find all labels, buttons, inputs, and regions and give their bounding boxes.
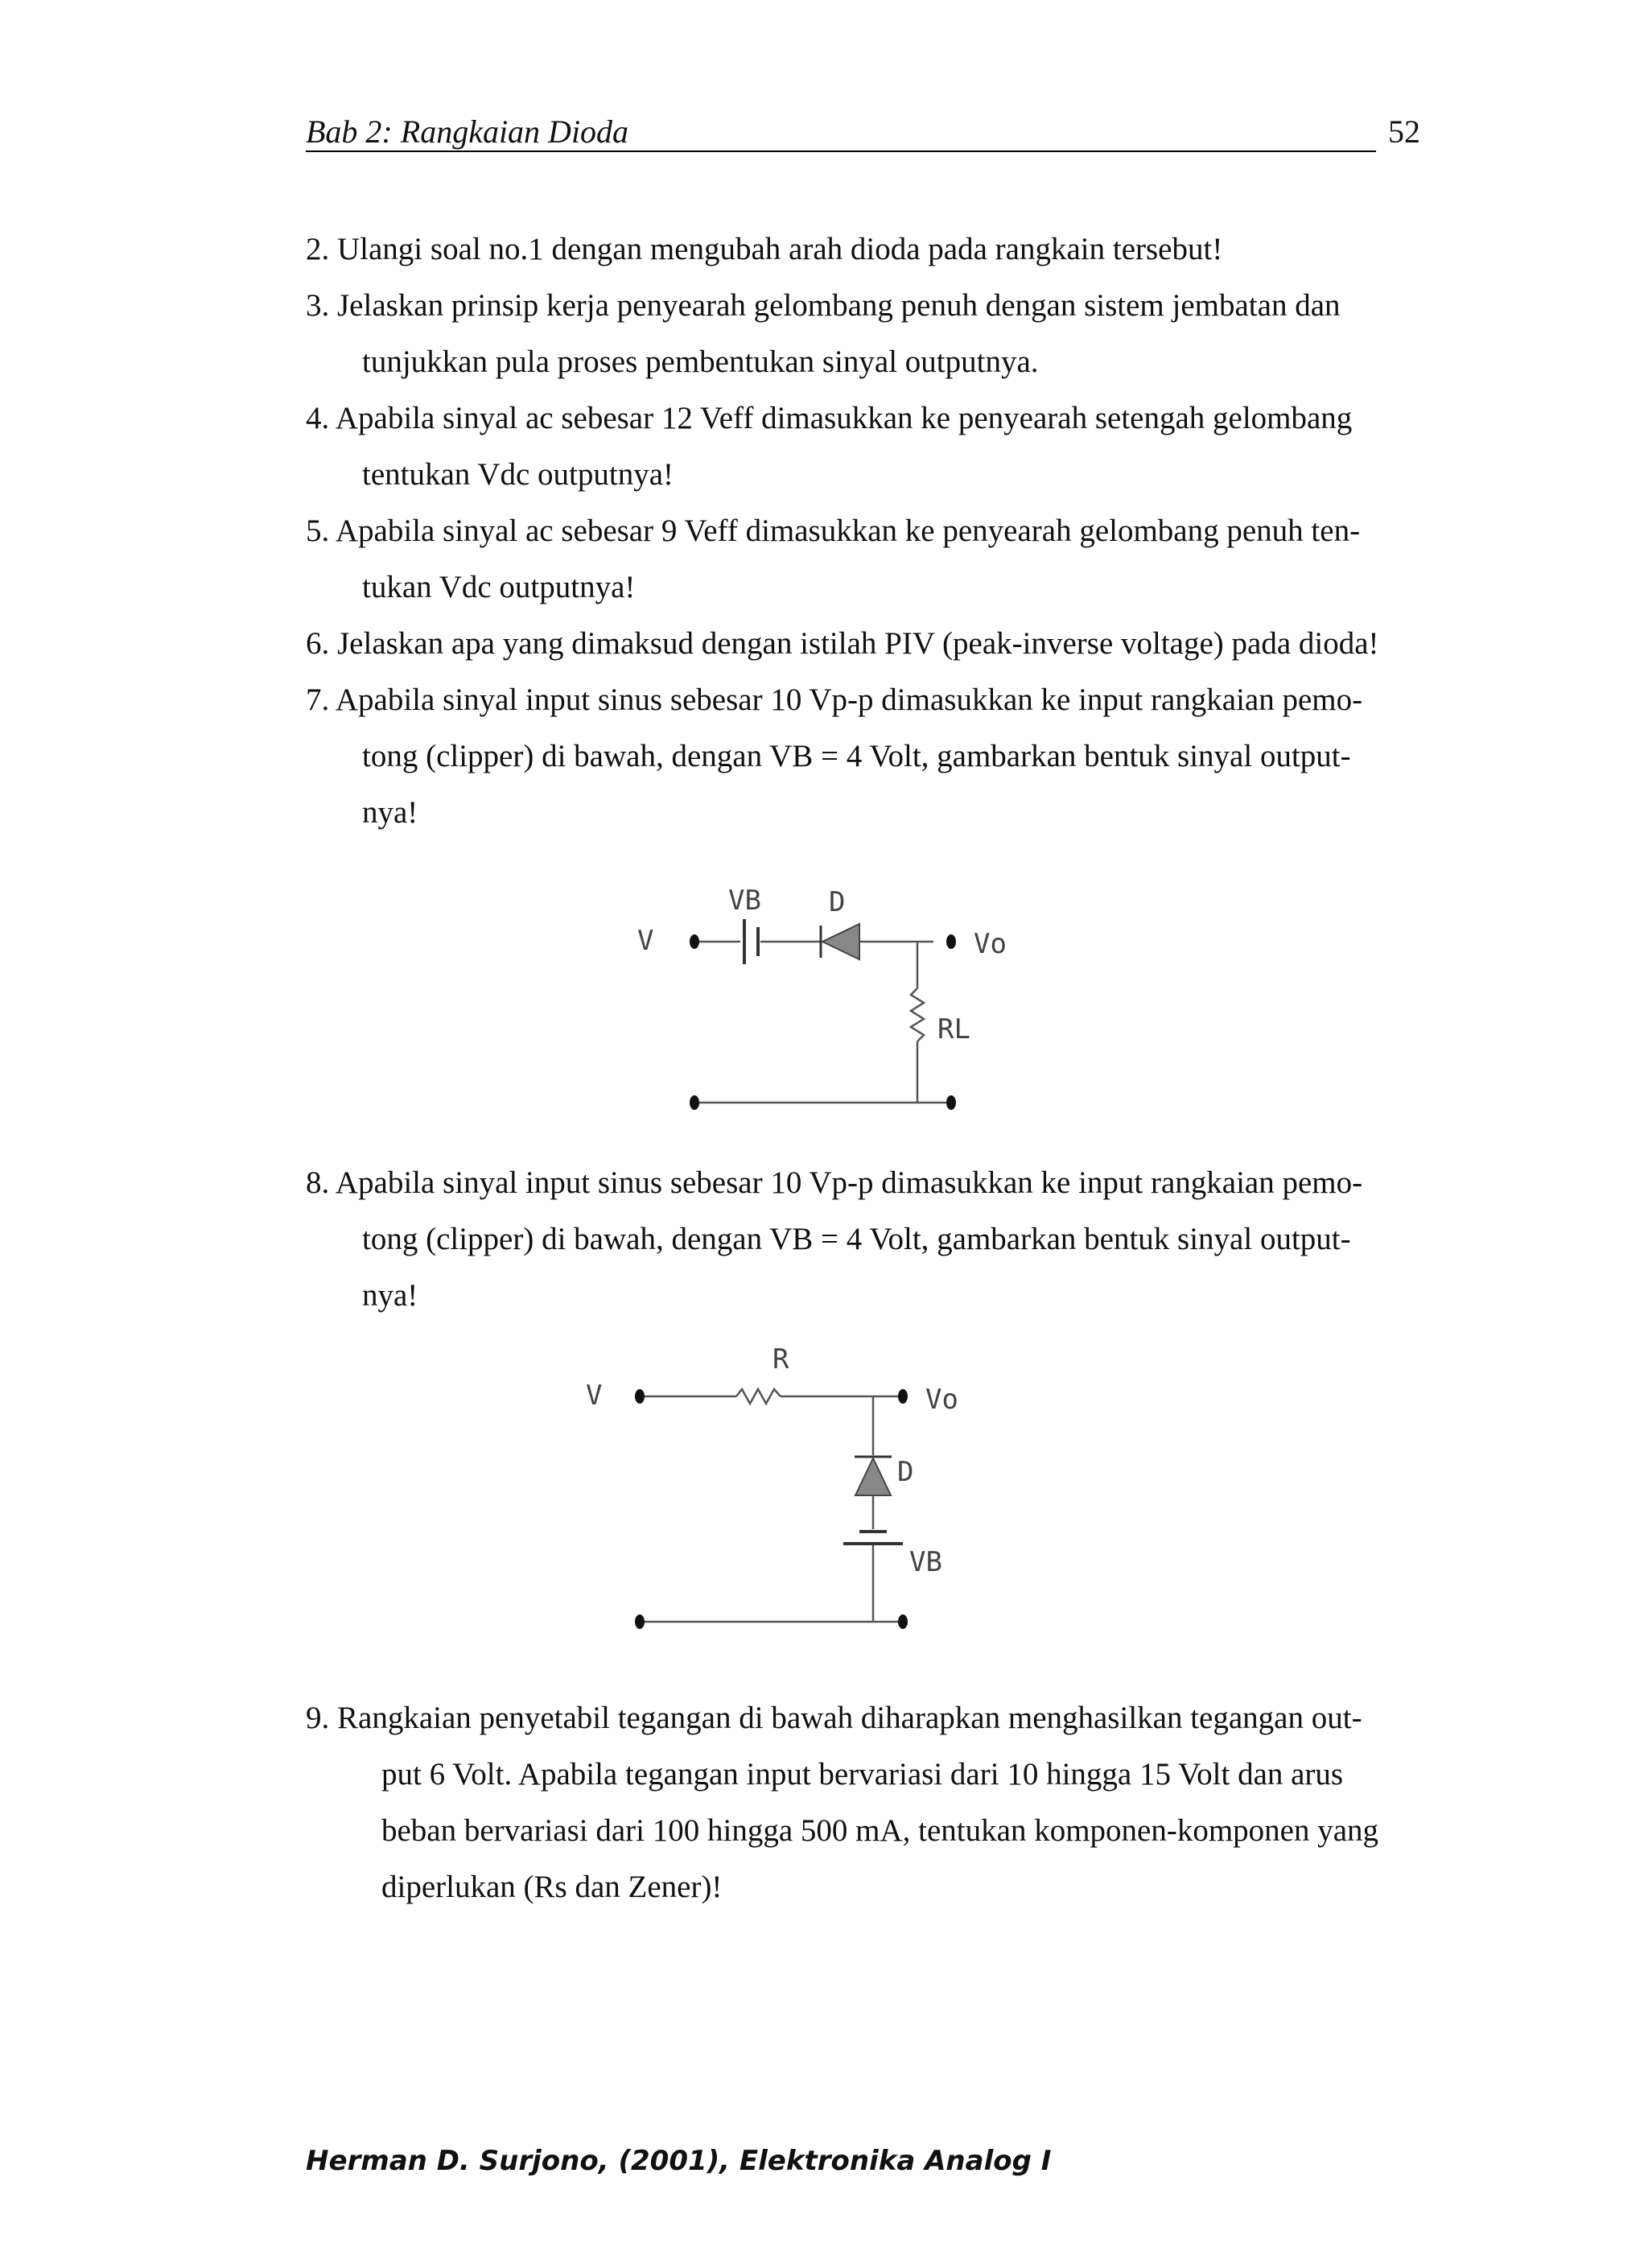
question-3	[306, 278, 1341, 390]
diode-d-icon	[822, 924, 859, 959]
question-5-line-2: tukan Vdc outputnya!	[362, 570, 636, 604]
question-8-line-2: tong (clipper) di bawah, dengan VB = 4 Volt, gambarkan bentuk sinyal output-	[362, 1222, 1351, 1256]
question-6	[306, 616, 1379, 672]
page-number: 52	[1388, 113, 1420, 150]
diode-d-icon	[855, 1458, 891, 1495]
terminal-ground-right	[898, 1614, 908, 1629]
terminal-v-input	[635, 1389, 645, 1404]
terminal-vo-output	[898, 1389, 908, 1404]
parallel-clipper-circuit	[563, 1336, 1014, 1642]
label-vb: VB	[728, 885, 761, 917]
question-3-line-1: 3. Jelaskan prinsip kerja penyearah gelombang penuh dengan sistem jembatan dan	[306, 288, 1341, 323]
page-footer: Herman D. Surjono, (2001), Elektronika Analog I	[306, 2145, 1052, 2177]
question-8-line-1: 8. Apabila sinyal input sinus sebesar 10 Vp-p dimasukkan ke input rangkaian pemo-	[306, 1165, 1363, 1200]
terminal-v-input	[690, 934, 699, 949]
label-vo: Vo	[974, 928, 1007, 960]
page-header	[306, 113, 1420, 155]
chapter-title: Bab 2: Rangkaian Dioda	[306, 113, 629, 150]
question-7	[306, 672, 1362, 841]
label-rl: RL	[937, 1013, 970, 1045]
question-9-line-2: put 6 Volt. Apabila tegangan input bervariasi dari 10 hingga 15 Volt dan arus	[381, 1757, 1344, 1792]
question-3-line-2: tunjukkan pula proses pembentukan sinyal outputnya.	[362, 344, 1039, 379]
question-2-line-1: 2. Ulangi soal no.1 dengan mengubah arah dioda pada rangkain tersebut!	[306, 232, 1223, 266]
question-5-line-1: 5. Apabila sinyal ac sebesar 9 Veff dimasukkan ke penyearah gelombang penuh ten-	[306, 513, 1361, 548]
terminal-ground-left	[635, 1614, 645, 1629]
series-resistor-r	[736, 1389, 781, 1404]
label-vb: VB	[909, 1546, 942, 1578]
question-2	[306, 221, 1222, 278]
question-7-line-1: 7. Apabila sinyal input sinus sebesar 10 Vp-p dimasukkan ke input rangkaian pemo-	[306, 682, 1363, 717]
question-4-line-2: tentukan Vdc outputnya!	[362, 457, 674, 492]
terminal-vo-output	[946, 934, 956, 949]
series-clipper-circuit	[612, 869, 1046, 1127]
terminal-ground-right	[946, 1095, 956, 1110]
label-d: D	[897, 1456, 914, 1488]
label-d: D	[829, 886, 846, 918]
question-6-line-1: 6. Jelaskan apa yang dimaksud dengan istilah PIV (peak-inverse voltage) pada dioda!	[306, 626, 1379, 661]
question-5	[306, 503, 1360, 616]
question-4-line-1: 4. Apabila sinyal ac sebesar 12 Veff dimasukkan ke penyearah setengah gelombang	[306, 401, 1353, 435]
question-8-line-3: nya!	[362, 1278, 418, 1313]
header-rule	[306, 151, 1376, 152]
question-9-line-3: beban bervariasi dari 100 hingga 500 mA, tentukan komponen-komponen yang	[381, 1813, 1379, 1848]
question-9-line-4: diperlukan (Rs dan Zener)!	[381, 1870, 723, 1904]
label-v: V	[586, 1379, 603, 1412]
question-8	[306, 1155, 1362, 1324]
question-4	[306, 390, 1352, 503]
terminal-ground-left	[690, 1095, 699, 1110]
question-7-line-2: tong (clipper) di bawah, dengan VB = 4 Volt, gambarkan bentuk sinyal output-	[362, 739, 1351, 773]
question-9-line-1: 9. Rangkaian penyetabil tegangan di bawah diharapkan menghasilkan tegangan out-	[306, 1701, 1362, 1735]
question-9	[306, 1690, 1378, 1915]
label-r: R	[772, 1343, 789, 1375]
question-7-line-3: nya!	[362, 795, 418, 830]
load-resistor-rl	[911, 988, 924, 1041]
label-vo: Vo	[925, 1383, 958, 1416]
label-v: V	[637, 925, 654, 957]
